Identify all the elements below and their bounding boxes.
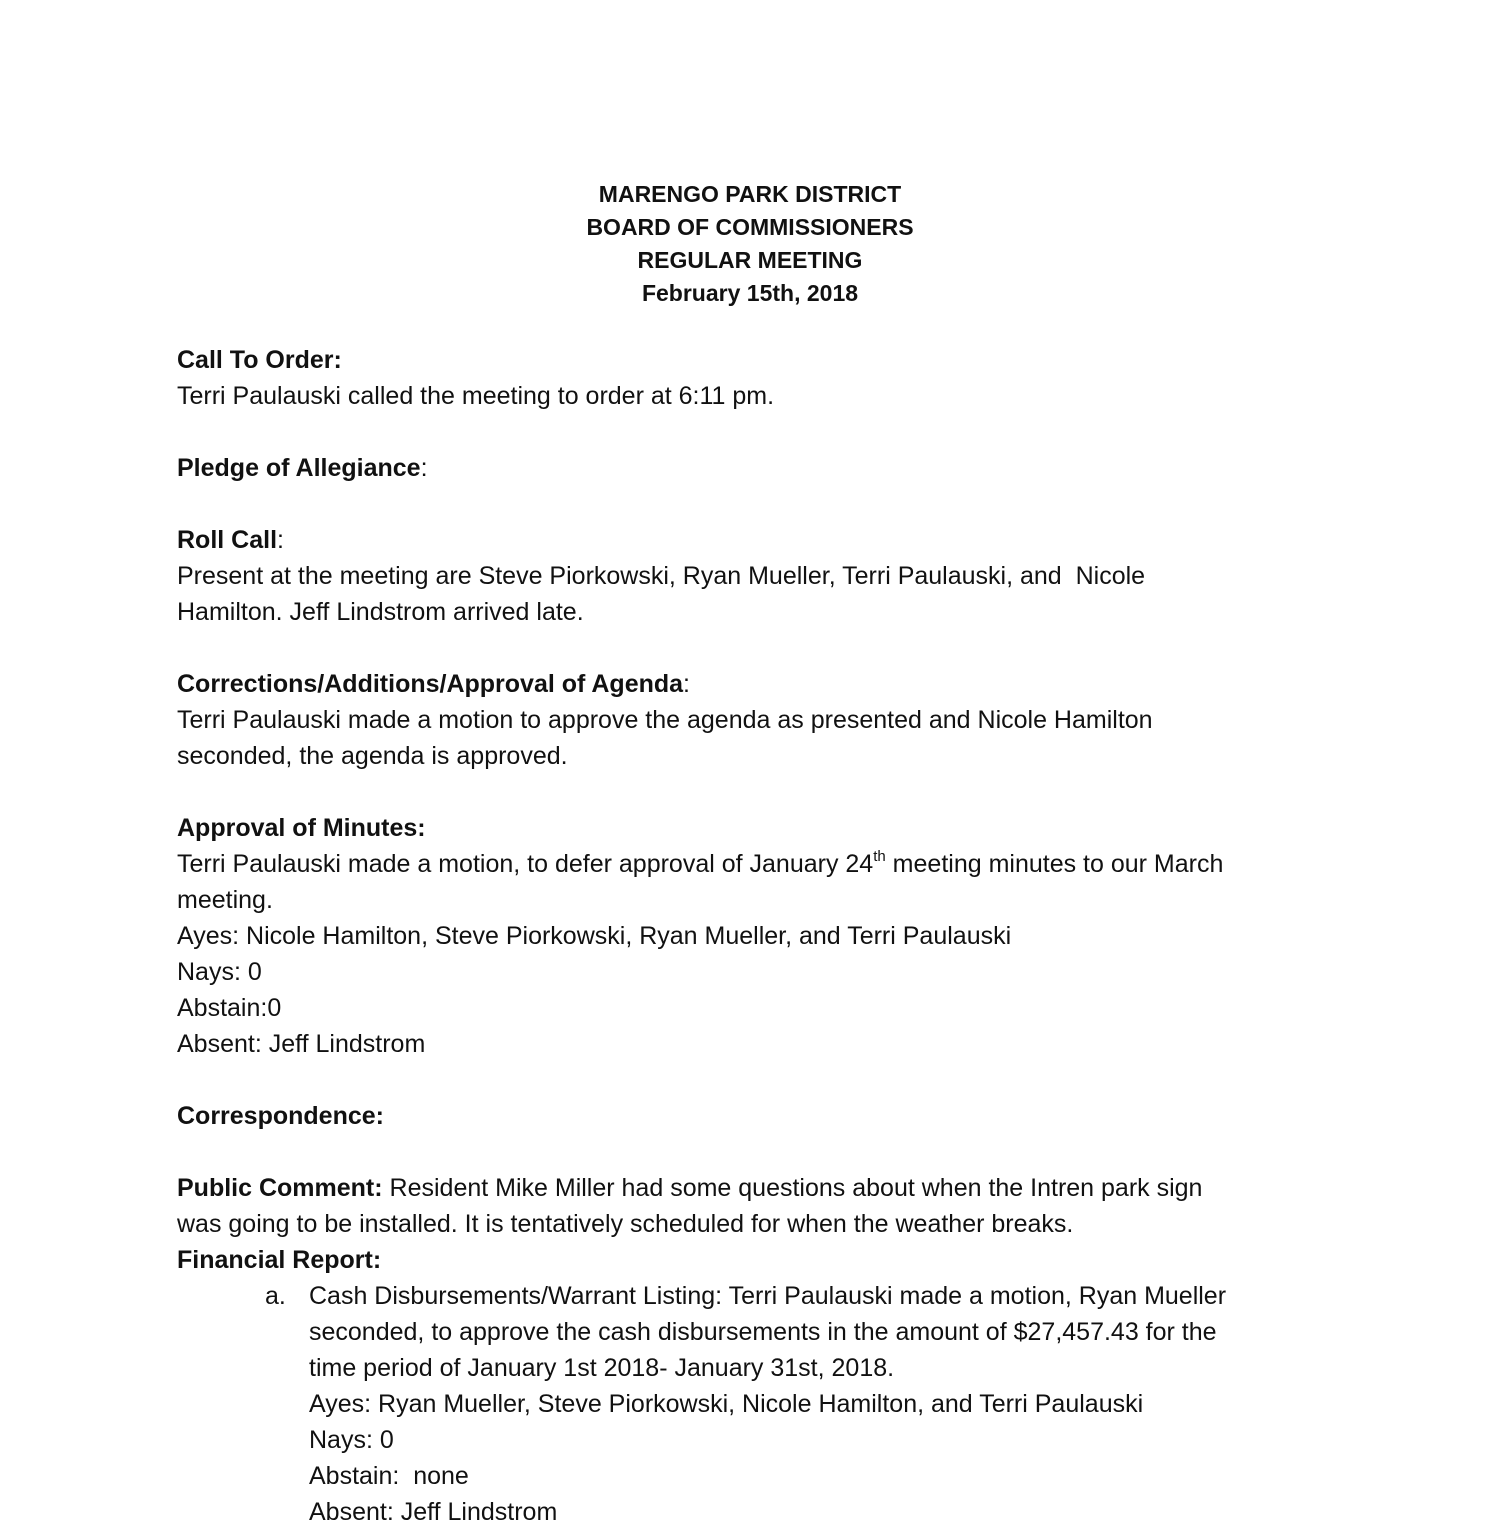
public-comment-heading: Public Comment: <box>177 1174 383 1202</box>
public-comment-text-1: Resident Mike Miller had some questions about when the Intren park sign <box>382 1174 1203 1202</box>
minutes-absent: Absent: Jeff Lindstrom <box>177 1030 426 1058</box>
agenda-colon: : <box>683 670 690 698</box>
header-meeting-type: REGULAR MEETING <box>637 247 863 273</box>
list-marker-a: a. <box>265 1282 286 1310</box>
public-comment-line-1 <box>177 1170 1337 1206</box>
minutes-line-1-pre: Terri Paulauski made a motion, to defer approval of January 24 <box>177 850 874 878</box>
minutes-abstain: Abstain:0 <box>177 994 282 1022</box>
financial-item-a-line-2: seconded, to approve the cash disbursements in the amount of $27,457.43 for the <box>309 1318 1217 1346</box>
pledge-heading: Pledge of Allegiance <box>177 454 421 482</box>
header-date: February 15th, 2018 <box>641 280 859 306</box>
financial-item-a-line-1: Cash Disbursements/Warrant Listing: Terri Paulauski made a motion, Ryan Mueller <box>309 1282 1227 1310</box>
pledge-colon: : <box>420 454 428 482</box>
minutes-line-2: meeting. <box>177 886 273 914</box>
minutes-nays: Nays: 0 <box>177 958 262 986</box>
pledge-section <box>177 450 1337 486</box>
minutes-heading: Approval of Minutes: <box>177 814 426 842</box>
roll-call-section <box>177 522 1337 558</box>
document-body <box>177 342 1337 1530</box>
header-board: BOARD OF COMMISSIONERS <box>586 214 914 240</box>
call-to-order-heading: Call To Order: <box>177 346 342 374</box>
agenda-heading: Corrections/Additions/Approval of Agenda <box>177 670 684 698</box>
agenda-line-1: Terri Paulauski made a motion to approve the agenda as presented and Nicole Hamilton <box>177 706 1153 734</box>
public-comment-line-2: was going to be installed. It is tentatively scheduled for when the weather breaks. <box>177 1210 1074 1238</box>
minutes-ordinal-suffix: th <box>873 848 886 865</box>
financial-item-a <box>177 1278 1337 1530</box>
financial-item-a-line-3: time period of January 1st 2018- January 31st, 2018. <box>309 1354 895 1382</box>
correspondence-heading: Correspondence: <box>177 1102 384 1130</box>
document-header <box>0 178 1500 310</box>
minutes-line-1 <box>177 846 1337 882</box>
minutes-line-1-post: meeting minutes to our March <box>885 850 1224 878</box>
agenda-line-2: seconded, the agenda is approved. <box>177 742 568 770</box>
roll-call-heading: Roll Call <box>177 526 278 554</box>
roll-call-line-2: Hamilton. Jeff Lindstrom arrived late. <box>177 598 584 626</box>
agenda-section <box>177 666 1337 702</box>
roll-call-line-1: Present at the meeting are Steve Piorkowski, Ryan Mueller, Terri Paulauski, and Nicole <box>177 562 1146 590</box>
header-district: MARENGO PARK DISTRICT <box>598 181 902 207</box>
financial-absent: Absent: Jeff Lindstrom <box>309 1498 558 1526</box>
financial-nays: Nays: 0 <box>309 1426 394 1454</box>
financial-abstain: Abstain: none <box>309 1462 469 1490</box>
minutes-ayes: Ayes: Nicole Hamilton, Steve Piorkowski, Ryan Mueller, and Terri Paulauski <box>177 922 1012 950</box>
roll-call-colon: : <box>277 526 284 554</box>
financial-heading: Financial Report: <box>177 1246 382 1274</box>
financial-ayes: Ayes: Ryan Mueller, Steve Piorkowski, Nicole Hamilton, and Terri Paulauski <box>309 1390 1144 1418</box>
call-to-order-text: Terri Paulauski called the meeting to order at 6:11 pm. <box>177 382 775 410</box>
